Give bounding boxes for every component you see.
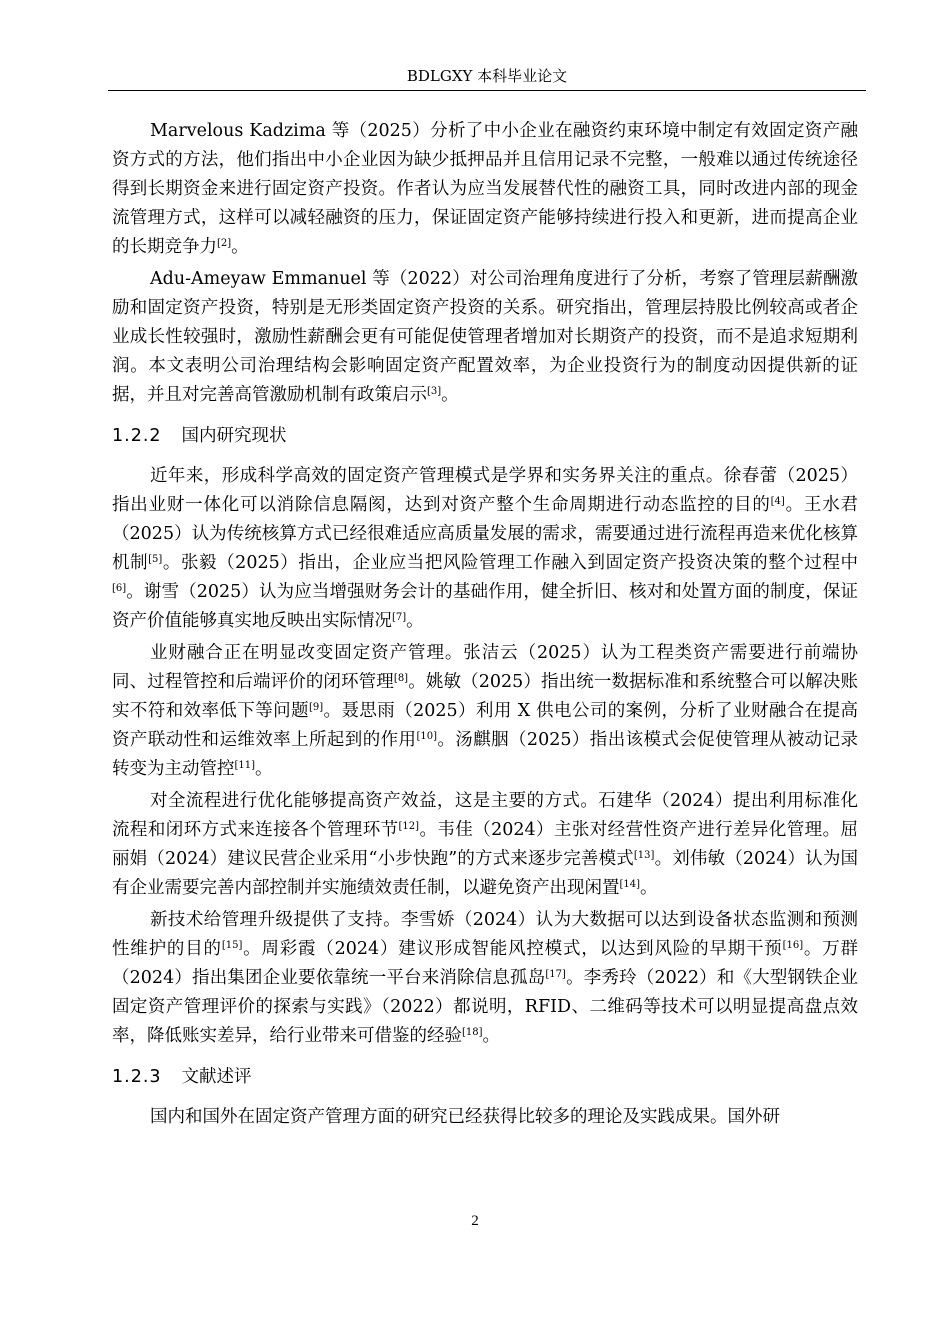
section-heading-1-2-2 xyxy=(112,422,858,451)
citation-ref: [16] xyxy=(782,940,804,951)
citation-ref: [12] xyxy=(398,821,420,832)
citation-ref: [10] xyxy=(416,731,437,742)
text-run: 对全流程进行优化能够提高资产效益，这是主要的方式。石建华（2024）提出利用标准化流程和闭环方式来连接各个管理环节 xyxy=(112,791,858,840)
paragraph xyxy=(112,117,858,262)
text-run: Marvelous Kadzima 等（2025）分析了中小企业在融资约束环境中制定有效固定资产融资方式的方法，他们指出中小企业因为缺少抵押品并且信用记录不完整，一般难以通过传统途径得到长期资金来进行固定资产投资。作者认为应当发展替代性的融资工具，同时改进内部的现金流管理方式，这样可以减轻融资的压力，保证固定资产能够持续进行投入和更新，进而提高企业的长期竞争力 xyxy=(112,121,858,257)
text-run: 业财融合正在明显改变固定资产管理。张洁云（2025）认为工程类资产需要进行前端协同、过程管控和后端评价的闭环管理 xyxy=(112,643,858,692)
section-title: 文献述评 xyxy=(181,1067,252,1087)
section-number: 1.2.2 xyxy=(112,426,162,446)
text-run: 。张毅（2025）指出，企业应当把风险管理工作融入到固定资产投资决策的整个过程中 xyxy=(162,553,859,573)
text-run: 近年来，形成科学高效的固定资产管理模式是学界和实务界关注的重点。徐春蕾（2025）指出业财一体化可以消除信息隔阂，达到对资产整个生命周期进行动态监控的目的 xyxy=(112,466,858,515)
citation-ref: [11] xyxy=(234,760,256,771)
section-heading-1-2-3 xyxy=(112,1063,858,1092)
text-run: 。谢雪（2025）认为应当增强财务会计的基础作用，健全折旧、核对和处置方面的制度，保证资产价值能够真实地反映出实际情况 xyxy=(112,582,858,631)
citation-ref: [14] xyxy=(619,879,641,890)
text-run: 。 xyxy=(231,237,249,257)
text-run: 。万群（2024）指出集团企业要依靠统一平台来消除信息孤岛 xyxy=(112,939,859,988)
citation-ref: [8] xyxy=(393,673,409,684)
paragraph xyxy=(112,462,858,636)
paragraph xyxy=(112,1103,858,1132)
page-body xyxy=(112,117,858,1135)
text-run: Adu-Ameyaw Emmanuel 等（2022）对公司治理角度进行了分析，考察了管理层薪酬激励和固定资产投资，特别是无形类固定资产投资的关系。研究指出，管理层持股比例较高或者企业成长性较强时，激励性薪酬会更有可能促使管理者增加对长期资产的投资，而不是追求短期利润。本文表明公司治理结构会影响固定资产配置效率，为企业投资行为的制度动因提供新的证据，并且对完善高管激励机制有政策启示 xyxy=(112,269,858,405)
literature-review-section xyxy=(112,1103,858,1132)
citation-ref: [9] xyxy=(308,702,324,713)
text-run: 。王水君（2025）认为传统核算方式已经很难适应高质量发展的需求，需要通过进行流程再造来优化核算机制 xyxy=(112,495,859,573)
text-run: 。刘伟敏（2024）认为国有企业需要完善内部控制并实施绩效责任制，以避免资产出现闲置 xyxy=(112,849,858,898)
citation-ref: [3] xyxy=(427,386,442,397)
citation-ref: [17] xyxy=(545,969,566,980)
text-run: 。 xyxy=(441,385,459,405)
text-run: 。汤麒胭（2025）指出该模式会促使管理从被动记录转变为主动管控 xyxy=(112,730,859,779)
citation-ref: [18] xyxy=(462,1027,483,1038)
foreign-research-section xyxy=(112,117,858,410)
running-header: BDLGXY 本科毕业论文 xyxy=(406,67,568,85)
text-run: 。 xyxy=(255,759,273,779)
citation-ref: [2] xyxy=(217,238,232,249)
citation-ref: [6] xyxy=(112,583,127,594)
text-run: 。 xyxy=(640,878,658,898)
text-run: 国内和国外在固定资产管理方面的研究已经获得比较多的理论及实践成果。国外研 xyxy=(150,1107,780,1127)
section-number: 1.2.3 xyxy=(112,1067,162,1087)
text-run: 。周彩霞（2024）建议形成智能风控模式，以达到风险的早期干预 xyxy=(242,939,783,959)
page-number: 2 xyxy=(471,1213,479,1229)
text-run: 。韦佳（2024）主张对经营性资产进行差异化管理。屈丽娟（2024）建议民营企业采用“小步快跑”的方式来逐步完善模式 xyxy=(112,820,858,869)
paragraph xyxy=(112,639,858,784)
citation-ref: [15] xyxy=(221,940,243,951)
text-run: 。李秀玲（2022）和《大型钢铁企业固定资产管理评价的探索与实践》（2022）都说明，RFID、二维码等技术可以明显提高盘点效率，降低账实差异，给行业带来可借鉴的经验 xyxy=(112,968,858,1046)
text-run: 。 xyxy=(406,611,424,631)
citation-ref: [5] xyxy=(148,554,163,565)
paragraph xyxy=(112,906,858,1051)
citation-ref: [7] xyxy=(392,612,407,623)
text-run: 。聂思雨（2025）利用 X 供电公司的案例，分析了业财融合在提高资产联动性和运维效率上所起到的作用 xyxy=(112,701,859,750)
text-run: 。 xyxy=(482,1026,501,1046)
paragraph xyxy=(112,265,858,410)
domestic-research-section xyxy=(112,462,858,1051)
citation-ref: [4] xyxy=(770,496,785,507)
text-run: 。姚敏（2025）指出统一数据标准和系统整合可以解决账实不符和效率低下等问题 xyxy=(112,672,858,721)
text-run: 新技术给管理升级提供了支持。李雪娇（2024）认为大数据可以达到设备状态监测和预测性维护的目的 xyxy=(112,910,858,959)
header-rule xyxy=(108,90,866,91)
paragraph xyxy=(112,787,858,903)
section-title: 国内研究现状 xyxy=(181,426,287,446)
citation-ref: [13] xyxy=(633,850,655,861)
